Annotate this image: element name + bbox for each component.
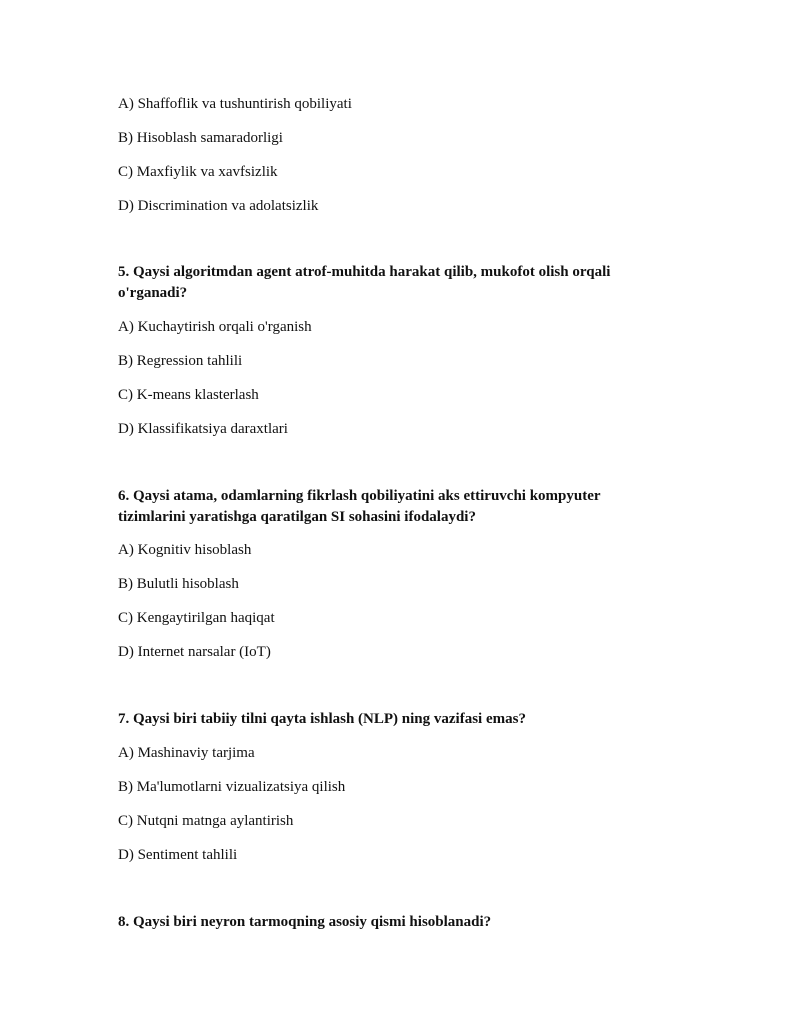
answer-option: A) Mashinaviy tarjima bbox=[118, 745, 255, 761]
answer-option: B) Regression tahlili bbox=[118, 353, 243, 369]
answer-option: C) Kengaytirilgan haqiqat bbox=[118, 610, 275, 626]
answer-option: B) Hisoblash samaradorligi bbox=[118, 130, 283, 146]
question-5: 5. Qaysi algoritmdan agent atrof-muhitda harakat qilib, mukofot olish orqali o'rganadi? bbox=[118, 264, 611, 301]
answer-option: A) Kuchaytirish orqali o'rganish bbox=[118, 319, 312, 335]
question-8: 8. Qaysi biri neyron tarmoqning asosiy qismi hisoblanadi? bbox=[118, 914, 492, 930]
answer-option: A) Shaffoflik va tushuntirish qobiliyati bbox=[118, 96, 352, 112]
answer-option: C) Maxfiylik va xavfsizlik bbox=[118, 164, 278, 180]
answer-option: C) K-means klasterlash bbox=[118, 387, 259, 403]
answer-option: A) Kognitiv hisoblash bbox=[118, 542, 252, 558]
answer-option: B) Ma'lumotlarni vizualizatsiya qilish bbox=[118, 779, 346, 795]
answer-option: B) Bulutli hisoblash bbox=[118, 576, 239, 592]
answer-option: D) Discrimination va adolatsizlik bbox=[118, 198, 319, 214]
answer-option: D) Internet narsalar (IoT) bbox=[118, 644, 271, 660]
question-6: 6. Qaysi atama, odamlarning fikrlash qobiliyatini aks ettiruvchi kompyuter tizimlarini yaratishga qaratilgan SI sohasini ifodalaydi? bbox=[118, 488, 601, 525]
question-7: 7. Qaysi biri tabiiy tilni qayta ishlash (NLP) ning vazifasi emas? bbox=[118, 711, 526, 727]
answer-option: D) Sentiment tahlili bbox=[118, 847, 238, 863]
answer-option: C) Nutqni matnga aylantirish bbox=[118, 813, 294, 829]
answer-option: D) Klassifikatsiya daraxtlari bbox=[118, 421, 288, 437]
